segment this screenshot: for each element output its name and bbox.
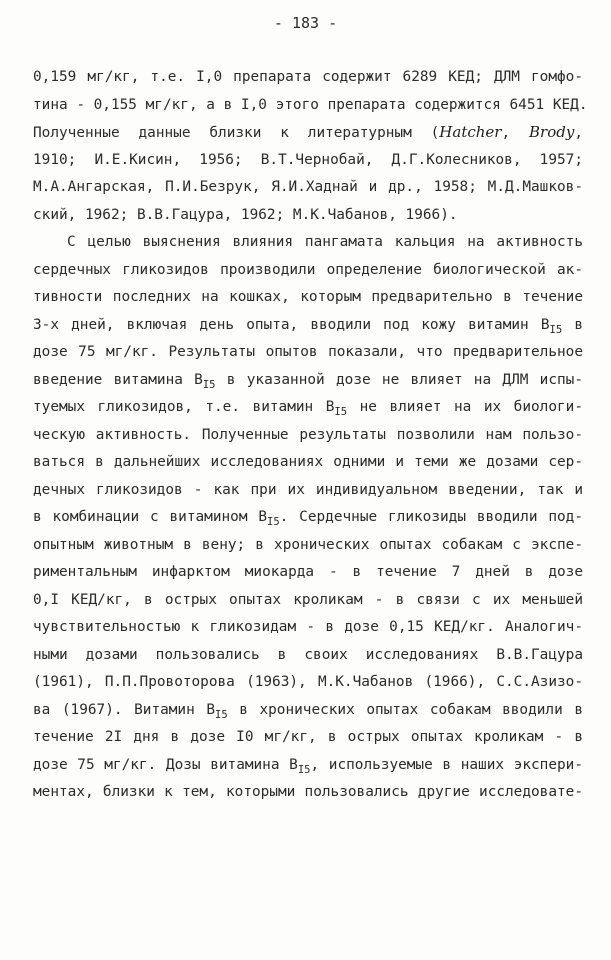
text-line bbox=[33, 367, 583, 395]
subscript: I5 bbox=[549, 323, 563, 336]
text-line bbox=[33, 752, 583, 780]
text-line bbox=[33, 587, 583, 615]
text-segment: в хронических опытах собакам вводили в bbox=[227, 701, 583, 718]
text-line bbox=[33, 394, 583, 422]
text-line bbox=[33, 422, 583, 450]
text-segment: дозе 75 мг/кг. Дозы витамина B bbox=[33, 756, 298, 773]
text-line bbox=[33, 202, 583, 230]
text-segment: 1910; И.Е.Кисин, 1956; В.Т.Чернобай, Д.Г.Колесников, 1957; bbox=[33, 151, 583, 168]
text-segment: тина - 0,155 мг/кг, а в I,0 этого препарата содержится 6451 КЕД. bbox=[33, 96, 588, 113]
text-line bbox=[33, 257, 583, 285]
text-segment: дечных гликозидов - как при их индивидуальном введении, так и bbox=[33, 481, 583, 498]
text-segment: , bbox=[574, 125, 583, 141]
text-line bbox=[33, 669, 583, 697]
subscript: I5 bbox=[202, 378, 216, 391]
text-line bbox=[33, 642, 583, 670]
body-text bbox=[33, 64, 588, 807]
text-line bbox=[33, 339, 583, 367]
text-segment: опытным животным в вену; в хронических опытах собакам с экспе- bbox=[33, 536, 583, 553]
text-segment: введение витамина B bbox=[33, 371, 203, 388]
text-line bbox=[33, 284, 583, 312]
text-segment: , используемые в наших экспери- bbox=[310, 756, 583, 773]
text-line bbox=[33, 64, 583, 92]
text-segment: ваться в дальнейших исследованиях одними и теми же дозами сер- bbox=[33, 454, 583, 470]
text-segment: в указанной дозе не влияет на ДЛМ испы- bbox=[215, 371, 583, 388]
text-line bbox=[33, 477, 583, 505]
text-line bbox=[33, 559, 583, 587]
text-line bbox=[33, 92, 588, 120]
subscript: I5 bbox=[334, 406, 348, 418]
handwritten-citation: Hatcher bbox=[439, 123, 502, 141]
text-segment: риментальным инфарктом миокарда - в течение 7 дней в дозе bbox=[33, 564, 583, 580]
text-segment: 3-х дней, включая день опыта, вводили под кожу витамин B bbox=[33, 316, 550, 333]
text-segment: 0,I КЕД/кг, в острых опытах кроликам - в связи с их меньшей bbox=[33, 591, 583, 608]
text-segment: ва (1967). Витамин B bbox=[33, 701, 215, 718]
text-segment: С целью выяснения влияния пангамата кальция на активность bbox=[67, 234, 583, 250]
text-segment: ский, 1962; В.В.Гацура, 1962; М.К.Чабанов, 1966). bbox=[33, 206, 458, 223]
text-segment: ческую активность. Полученные результаты позволили нам пользо- bbox=[33, 426, 583, 443]
text-line bbox=[33, 119, 583, 147]
text-segment: . Сердечные гликозиды вводили под- bbox=[279, 509, 583, 525]
text-line bbox=[33, 229, 583, 257]
text-line bbox=[33, 532, 583, 560]
page-number: - 183 - bbox=[273, 14, 338, 32]
text-segment: дозе 75 мг/кг. Результаты опытов показали, что предварительное bbox=[33, 344, 583, 360]
text-segment: Полученные данные близки к литературным ( bbox=[33, 125, 440, 141]
text-segment: 0,159 мг/кг, т.е. I,0 препарата содержит 6289 КЕД; ДЛМ гомфо- bbox=[33, 69, 583, 85]
text-line bbox=[33, 312, 583, 340]
text-line bbox=[33, 504, 583, 532]
text-segment: в комбинации с витамином B bbox=[33, 509, 268, 525]
subscript: I5 bbox=[267, 516, 280, 528]
text-line bbox=[33, 614, 583, 642]
text-line bbox=[33, 147, 583, 175]
text-segment: М.А.Ангарская, П.И.Безрук, Я.И.Хаднай и др., 1958; М.Д.Машков- bbox=[33, 179, 583, 195]
text-line bbox=[33, 449, 583, 477]
text-segment: сердечных гликозидов производили определение биологической ак- bbox=[33, 261, 583, 278]
text-line bbox=[33, 779, 583, 807]
text-segment: (1961), П.П.Провоторова (1963), М.К.Чабанов (1966), С.С.Азизо- bbox=[33, 674, 583, 690]
text-line bbox=[33, 724, 583, 752]
text-segment: чувствительностью к гликозидам - в дозе 0,15 КЕД/кг. Аналогич- bbox=[33, 619, 583, 635]
subscript: I5 bbox=[215, 708, 228, 721]
text-segment: в bbox=[562, 316, 583, 333]
handwritten-citation: Brody bbox=[529, 123, 575, 141]
text-line bbox=[33, 174, 583, 202]
text-segment: течение 2I дня в дозе I0 мг/кг, в острых опытах кроликам - в bbox=[33, 729, 583, 745]
text-segment: , bbox=[501, 125, 530, 141]
text-segment: ментах, близки к тем, которыми пользовались другие исследовате- bbox=[33, 784, 583, 800]
text-segment: ными дозами пользовались в своих исследованиях В.В.Гацура bbox=[33, 646, 583, 663]
text-segment: туемых гликозидов, т.е. витамин B bbox=[33, 399, 335, 415]
text-line bbox=[33, 697, 583, 725]
text-segment: не влияет на их биологи- bbox=[347, 399, 583, 415]
subscript: I5 bbox=[297, 763, 311, 776]
text-segment: тивности последних на кошках, которым предварительно в течение bbox=[33, 289, 583, 305]
